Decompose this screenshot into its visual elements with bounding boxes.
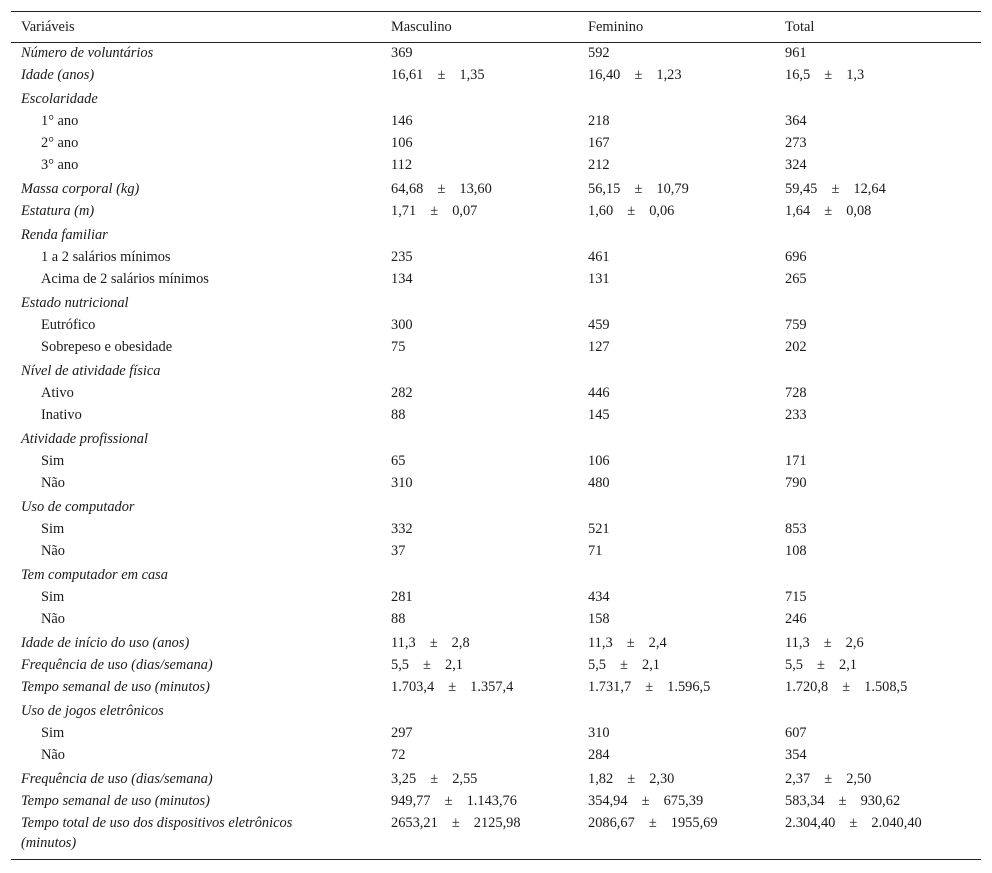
- sd-value: 2,1: [839, 656, 857, 673]
- cell-total: [775, 631, 981, 655]
- cell-masculino: [381, 87, 578, 111]
- table-row: [11, 133, 981, 155]
- cell-total: 246: [785, 610, 807, 627]
- cell-total: [775, 291, 981, 315]
- cell-feminino: [578, 359, 775, 383]
- table-row: [11, 247, 981, 269]
- mean-value: 3,25: [391, 770, 417, 787]
- table-row: [11, 111, 981, 133]
- row-label: 1 a 2 salários mínimos: [41, 248, 171, 265]
- row-label: Inativo: [41, 406, 82, 423]
- plus-minus-sign: ±: [641, 792, 650, 809]
- plus-minus-sign: ±: [444, 792, 453, 809]
- row-label: Sim: [41, 724, 65, 741]
- cell-masculino: [381, 291, 578, 315]
- sd-value: 1,3: [846, 66, 865, 83]
- sd-value: 0,07: [452, 202, 478, 219]
- plus-minus-sign: ±: [831, 180, 840, 197]
- table-row: [11, 65, 981, 87]
- row-label: Não: [41, 610, 65, 627]
- cell-masculino: 235: [391, 248, 413, 265]
- mean-value: 2.304,40: [785, 814, 836, 831]
- cell-feminino: 212: [588, 156, 610, 173]
- plus-minus-sign: ±: [824, 66, 833, 83]
- sd-value: 2,6: [845, 634, 864, 651]
- cell-total: 696: [785, 248, 807, 265]
- sd-value: 12,64: [853, 180, 886, 197]
- mean-value: 5,5: [588, 656, 606, 673]
- table-row: [11, 631, 981, 655]
- table-row: [11, 383, 981, 405]
- table-group-row: [11, 223, 981, 247]
- row-label: Renda familiar: [21, 226, 108, 243]
- cell-feminino: [578, 201, 775, 223]
- row-label: Eutrófico: [41, 316, 96, 333]
- sd-value: 2,50: [846, 770, 872, 787]
- cell-total: [775, 495, 981, 519]
- cell-feminino: 71: [588, 542, 603, 559]
- cell-feminino: [578, 791, 775, 813]
- cell-masculino: 332: [391, 520, 413, 537]
- mean-value: 11,3: [588, 634, 613, 651]
- plus-minus-sign: ±: [849, 814, 858, 831]
- cell-masculino: 106: [391, 134, 413, 151]
- plus-minus-sign: ±: [451, 814, 460, 831]
- mean-value: 16,5: [785, 66, 811, 83]
- mean-value: 16,40: [588, 66, 621, 83]
- cell-feminino: 310: [588, 724, 610, 741]
- plus-minus-sign: ±: [823, 634, 832, 651]
- cell-total: 961: [785, 45, 807, 61]
- cell-masculino: 134: [391, 270, 413, 287]
- cell-feminino: [578, 427, 775, 451]
- cell-total: [775, 767, 981, 791]
- row-label: Escolaridade: [21, 90, 98, 107]
- cell-masculino: [381, 427, 578, 451]
- plus-minus-sign: ±: [627, 770, 636, 787]
- cell-feminino: 145: [588, 406, 610, 423]
- cell-masculino: 88: [391, 406, 406, 423]
- table-row: [11, 587, 981, 609]
- plus-minus-sign: ±: [437, 66, 446, 83]
- mean-value: 5,5: [391, 656, 409, 673]
- data-table: [11, 11, 981, 860]
- row-label: Não: [41, 746, 65, 763]
- cell-masculino: [381, 495, 578, 519]
- plus-minus-sign: ±: [648, 814, 657, 831]
- cell-total: 233: [785, 406, 807, 423]
- cell-feminino: [578, 223, 775, 247]
- cell-masculino: [381, 359, 578, 383]
- row-label: Acima de 2 salários mínimos: [41, 270, 209, 287]
- table-row: [11, 269, 981, 291]
- cell-masculino: 369: [391, 45, 413, 61]
- plus-minus-sign: ±: [448, 678, 457, 695]
- cell-feminino: [578, 813, 775, 860]
- cell-feminino: 158: [588, 610, 610, 627]
- table-row: [11, 177, 981, 201]
- row-label: Uso de computador: [21, 498, 135, 515]
- table-group-row: [11, 359, 981, 383]
- table-header: [11, 12, 981, 43]
- mean-value: 949,77: [391, 792, 431, 809]
- row-label: Sobrepeso e obesidade: [41, 338, 173, 355]
- mean-value: 1.703,4: [391, 678, 435, 695]
- cell-total: [775, 65, 981, 87]
- row-label: Tempo semanal de uso (minutos): [21, 792, 210, 809]
- cell-feminino: 459: [588, 316, 610, 333]
- sd-value: 1,35: [459, 66, 485, 83]
- cell-total: 108: [785, 542, 807, 559]
- plus-minus-sign: ±: [842, 678, 851, 695]
- table-group-row: [11, 87, 981, 111]
- plus-minus-sign: ±: [429, 634, 438, 651]
- sd-value: 13,60: [459, 180, 492, 197]
- sd-value: 2,30: [649, 770, 675, 787]
- row-label: Tempo semanal de uso (minutos): [21, 678, 210, 695]
- sd-value: 2125,98: [473, 814, 521, 831]
- sd-value: 1,23: [656, 66, 682, 83]
- cell-total: 728: [785, 384, 807, 401]
- plus-minus-sign: ±: [626, 634, 635, 651]
- sd-value: 1.596,5: [667, 678, 711, 695]
- cell-masculino: 75: [391, 338, 406, 355]
- row-label: Uso de jogos eletrônicos: [21, 702, 164, 719]
- cell-masculino: 300: [391, 316, 413, 333]
- cell-masculino: [381, 791, 578, 813]
- row-label: Massa corporal (kg): [21, 180, 140, 197]
- cell-masculino: [381, 631, 578, 655]
- sd-value: 1955,69: [670, 814, 718, 831]
- mean-value: 1,71: [391, 202, 417, 219]
- row-label: Tem computador em casa: [21, 566, 168, 583]
- plus-minus-sign: ±: [627, 202, 636, 219]
- table-row: [11, 813, 981, 860]
- cell-masculino: [381, 767, 578, 791]
- cell-feminino: 284: [588, 746, 610, 763]
- row-label: Estado nutricional: [21, 294, 129, 311]
- row-label: Sim: [41, 520, 65, 537]
- mean-value: 2,37: [785, 770, 811, 787]
- row-label: Sim: [41, 452, 65, 469]
- cell-total: [775, 359, 981, 383]
- mean-value: 64,68: [391, 180, 424, 197]
- plus-minus-sign: ±: [423, 656, 431, 673]
- cell-masculino: [381, 813, 578, 860]
- plus-minus-sign: ±: [645, 678, 654, 695]
- mean-value: 583,34: [785, 792, 825, 809]
- table-group-row: [11, 563, 981, 587]
- sd-value: 2,55: [452, 770, 478, 787]
- cell-masculino: [381, 699, 578, 723]
- cell-total: 171: [785, 452, 807, 469]
- table-row: [11, 655, 981, 677]
- plus-minus-sign: ±: [430, 770, 439, 787]
- cell-total: 759: [785, 316, 807, 333]
- table-row: [11, 315, 981, 337]
- cell-total: 273: [785, 134, 807, 151]
- cell-feminino: [578, 699, 775, 723]
- cell-masculino: [381, 177, 578, 201]
- cell-feminino: [578, 177, 775, 201]
- sd-value: 1.508,5: [864, 678, 908, 695]
- row-label: Idade (anos): [21, 66, 95, 83]
- cell-masculino: [381, 655, 578, 677]
- cell-feminino: [578, 65, 775, 87]
- cell-masculino: 297: [391, 724, 413, 741]
- cell-total: 790: [785, 474, 807, 491]
- sd-value: 10,79: [656, 180, 689, 197]
- plus-minus-sign: ±: [817, 656, 825, 673]
- cell-total: [775, 427, 981, 451]
- plus-minus-sign: ±: [620, 656, 628, 673]
- mean-value: 11,3: [785, 634, 810, 651]
- table-group-row: [11, 291, 981, 315]
- mean-value: 2653,21: [391, 814, 438, 831]
- row-label: 2° ano: [41, 134, 79, 151]
- sd-value: 2.040,40: [871, 814, 922, 831]
- table-row: [11, 767, 981, 791]
- cell-masculino: 37: [391, 542, 406, 559]
- cell-feminino: 434: [588, 588, 610, 605]
- cell-masculino: [381, 201, 578, 223]
- row-label: Frequência de uso (dias/semana): [21, 770, 213, 787]
- table-row: [11, 745, 981, 767]
- cell-total: 364: [785, 112, 807, 129]
- sd-value: 2,1: [642, 656, 660, 673]
- mean-value: 11,3: [391, 634, 416, 651]
- cell-masculino: 72: [391, 746, 406, 763]
- cell-feminino: [578, 291, 775, 315]
- mean-value: 2086,67: [588, 814, 635, 831]
- plus-minus-sign: ±: [430, 202, 439, 219]
- row-label: Idade de início do uso (anos): [21, 634, 190, 651]
- cell-masculino: 88: [391, 610, 406, 627]
- cell-total: [775, 87, 981, 111]
- sd-value: 2,1: [445, 656, 463, 673]
- cell-feminino: 592: [588, 45, 610, 61]
- cell-total: 202: [785, 338, 807, 355]
- cell-feminino: [578, 655, 775, 677]
- cell-total: 853: [785, 520, 807, 537]
- row-label: Nível de atividade física: [21, 362, 161, 379]
- table-row: [11, 405, 981, 427]
- cell-feminino: [578, 631, 775, 655]
- row-label: Frequência de uso (dias/semana): [21, 656, 213, 673]
- table-group-row: [11, 495, 981, 519]
- sd-value: 2,4: [648, 634, 667, 651]
- row-label: 3° ano: [41, 156, 79, 173]
- cell-masculino: 65: [391, 452, 406, 469]
- plus-minus-sign: ±: [838, 792, 847, 809]
- header-total: Total: [775, 12, 981, 43]
- cell-feminino: [578, 495, 775, 519]
- sd-value: 2,8: [451, 634, 470, 651]
- table-row: [11, 451, 981, 473]
- header-row: [11, 12, 981, 43]
- mean-value: 354,94: [588, 792, 628, 809]
- sd-value: 675,39: [663, 792, 704, 809]
- sd-value: 0,08: [846, 202, 872, 219]
- cell-total: 715: [785, 588, 807, 605]
- plus-minus-sign: ±: [634, 66, 643, 83]
- cell-masculino: [381, 677, 578, 699]
- cell-feminino: 446: [588, 384, 610, 401]
- cell-total: [775, 223, 981, 247]
- cell-feminino: [578, 87, 775, 111]
- table-row: [11, 541, 981, 563]
- row-label: Não: [41, 542, 65, 559]
- cell-total: [775, 177, 981, 201]
- cell-total: 324: [785, 156, 807, 173]
- table-row: [11, 473, 981, 495]
- mean-value: 5,5: [785, 656, 803, 673]
- cell-total: [775, 655, 981, 677]
- cell-feminino: 167: [588, 134, 610, 151]
- plus-minus-sign: ±: [634, 180, 643, 197]
- row-label: Sim: [41, 588, 65, 605]
- cell-masculino: 282: [391, 384, 413, 401]
- mean-value: 56,15: [588, 180, 621, 197]
- cell-total: [775, 791, 981, 813]
- mean-value: 1,60: [588, 202, 614, 219]
- table-row: [11, 519, 981, 541]
- sd-value: 1.143,76: [466, 792, 517, 809]
- mean-value: 1,64: [785, 202, 811, 219]
- mean-value: 1.731,7: [588, 678, 632, 695]
- cell-total: 354: [785, 746, 807, 763]
- cell-masculino: 146: [391, 112, 413, 129]
- cell-masculino: 281: [391, 588, 413, 605]
- cell-feminino: 106: [588, 452, 610, 469]
- cell-total: [775, 563, 981, 587]
- row-label: Atividade profissional: [21, 430, 148, 447]
- table-row: [11, 43, 981, 65]
- cell-total: 265: [785, 270, 807, 287]
- table-row: [11, 609, 981, 631]
- table-body: [11, 43, 981, 860]
- table-row: [11, 677, 981, 699]
- sd-value: 1.357,4: [470, 678, 514, 695]
- row-label: Não: [41, 474, 65, 491]
- row-label: Ativo: [41, 384, 74, 401]
- cell-feminino: 127: [588, 338, 610, 355]
- cell-feminino: 480: [588, 474, 610, 491]
- data-table-container: [11, 11, 981, 860]
- plus-minus-sign: ±: [437, 180, 446, 197]
- header-feminino: Feminino: [578, 12, 775, 43]
- table-group-row: [11, 427, 981, 451]
- table-group-row: [11, 699, 981, 723]
- cell-total: [775, 201, 981, 223]
- cell-total: [775, 699, 981, 723]
- sd-value: 0,06: [649, 202, 675, 219]
- cell-masculino: 112: [391, 156, 413, 173]
- cell-feminino: [578, 677, 775, 699]
- row-label: Estatura (m): [21, 202, 95, 219]
- table-row: [11, 723, 981, 745]
- row-label: 1° ano: [41, 112, 79, 129]
- plus-minus-sign: ±: [824, 202, 833, 219]
- row-label: Número de voluntários: [21, 45, 154, 61]
- cell-feminino: 218: [588, 112, 610, 129]
- cell-masculino: [381, 563, 578, 587]
- mean-value: 59,45: [785, 180, 818, 197]
- table-row: [11, 337, 981, 359]
- cell-feminino: [578, 563, 775, 587]
- mean-value: 1,82: [588, 770, 614, 787]
- table-row: [11, 791, 981, 813]
- table-row: [11, 155, 981, 177]
- cell-feminino: 461: [588, 248, 610, 265]
- cell-masculino: 310: [391, 474, 413, 491]
- header-masculino: Masculino: [381, 12, 578, 43]
- header-variaveis: Variáveis: [11, 12, 381, 43]
- sd-value: 930,62: [860, 792, 901, 809]
- table-row: [11, 201, 981, 223]
- mean-value: 1.720,8: [785, 678, 829, 695]
- cell-feminino: [578, 767, 775, 791]
- cell-total: [775, 677, 981, 699]
- cell-masculino: [381, 65, 578, 87]
- plus-minus-sign: ±: [824, 770, 833, 787]
- cell-masculino: [381, 223, 578, 247]
- cell-feminino: 521: [588, 520, 610, 537]
- mean-value: 16,61: [391, 66, 424, 83]
- cell-total: 607: [785, 724, 807, 741]
- row-label: Tempo total de uso dos dispositivos eletrônicos (minutos): [11, 813, 381, 860]
- cell-total: [775, 813, 981, 860]
- cell-feminino: 131: [588, 270, 610, 287]
